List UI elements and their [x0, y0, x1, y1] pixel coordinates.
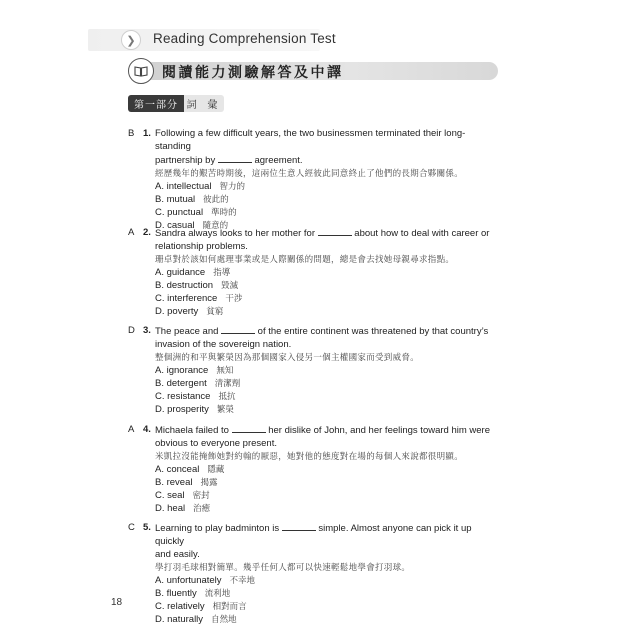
option: D. prosperity 繁榮: [155, 404, 234, 415]
option: C. resistance 抵抗: [155, 391, 236, 402]
answer-blank: [218, 153, 252, 163]
option: B. detergent 清潔劑: [155, 378, 241, 389]
option: B. mutual 彼此的: [155, 194, 229, 205]
translation: 學打羽毛球相對簡單。幾乎任何人都可以快速輕鬆地學會打羽球。: [155, 562, 411, 572]
option: D. naturally 自然地: [155, 614, 237, 625]
part-topic: 詞 彙: [184, 95, 224, 112]
answer-blank: [318, 226, 352, 236]
answer-letter: C: [128, 522, 135, 533]
option: C. relatively 相對而言: [155, 601, 247, 612]
question-text: The peace and of the entire continent was threatened by that country’s: [155, 326, 489, 337]
question-number: 3.: [143, 325, 151, 336]
translation: 經歷幾年的艱苦時期後，這兩位生意人經彼此同意終止了他們的長期合夥關係。: [155, 168, 464, 178]
answer-letter: D: [128, 325, 135, 336]
translation: 米凱拉沒能掩飾她對約翰的厭惡，她對他的態度對在場的每個人來說都很明顯。: [155, 451, 464, 461]
option: A. unfortunately 不幸地: [155, 575, 256, 586]
option: B. destruction 毀滅: [155, 280, 239, 291]
question-text: and easily.: [155, 549, 200, 560]
book-icon: [128, 58, 154, 84]
option: C. punctual 準時的: [155, 207, 237, 218]
option: A. guidance 指導: [155, 267, 231, 278]
question-number: 1.: [143, 128, 151, 139]
option: D. heal 治癒: [155, 503, 211, 514]
question-text: Following a few difficult years, the two businessmen terminated their long-standing: [155, 128, 466, 152]
answer-blank: [282, 521, 316, 531]
option: D. poverty 貧窮: [155, 306, 224, 317]
translation: 珊卓對於該如何處理事業或是人際關係的問題，總是會去找她母親尋求指點。: [155, 254, 455, 264]
section-title: 閱讀能力測驗解答及中譯: [162, 64, 344, 80]
answer-letter: A: [128, 424, 135, 435]
option: B. reveal 揭露: [155, 477, 218, 488]
translation: 整個洲的和平與繁榮因為那個國家入侵另一個主權國家而受到威脅。: [155, 352, 420, 362]
question-text: Sandra always looks to her mother for about how to deal with career or: [155, 228, 490, 239]
option: A. conceal 隱藏: [155, 464, 225, 475]
question-number: 4.: [143, 424, 151, 435]
option: A. intellectual 智力的: [155, 181, 246, 192]
question-text: invasion of the sovereign nation.: [155, 339, 292, 350]
question-text: obvious to everyone present.: [155, 438, 277, 449]
part-tag: [128, 95, 224, 112]
option: B. fluently 流利地: [155, 588, 231, 599]
page-number: 18: [111, 597, 123, 608]
question-text: partnership by agreement.: [155, 155, 303, 166]
question-text: Michaela failed to her dislike of John, and her feelings toward him were: [155, 425, 491, 436]
answer-blank: [232, 423, 266, 433]
chevron-right-icon: ❯: [121, 30, 141, 50]
question-number: 2.: [143, 227, 151, 238]
option: D. casual 隨意的: [155, 220, 229, 231]
option: C. interference 干涉: [155, 293, 243, 304]
answer-blank: [221, 324, 255, 334]
option: A. ignorance 無知: [155, 365, 234, 376]
question-number: 5.: [143, 522, 151, 533]
option: C. seal 密封: [155, 490, 210, 501]
part-label: 第一部分: [128, 95, 184, 112]
answer-letter: A: [128, 227, 135, 238]
question-text: relationship problems.: [155, 241, 248, 252]
answer-letter: B: [128, 128, 135, 139]
question-text: Learning to play badminton is simple. Almost anyone can pick it up quickly: [155, 523, 472, 547]
header-title: Reading Comprehension Test: [153, 31, 336, 46]
